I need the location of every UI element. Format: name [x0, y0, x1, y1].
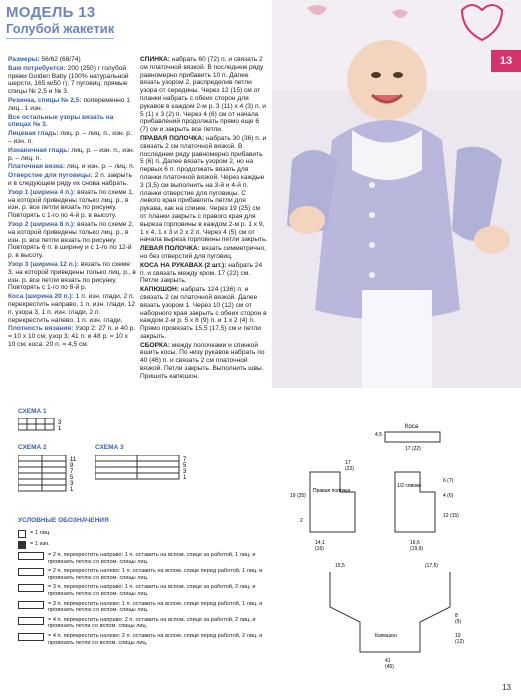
legend-symbol-icon	[18, 541, 26, 549]
legend-item	[18, 530, 268, 538]
instruction-paragraph	[8, 147, 136, 163]
instruction-heading: ПРАВАЯ ПОЛОЧКА:	[140, 134, 205, 142]
dim-9: (9)	[455, 619, 462, 625]
instruction-heading: Изнаночная гладь:	[8, 146, 70, 154]
model-number-badge: 13	[491, 50, 521, 72]
dim-45: (45)	[385, 664, 394, 670]
dim-16-6: 16,6	[410, 540, 420, 546]
instruction-text: 200 (250) г голубой пряжи Golden Baby (100% натуральной шерсти, 165 м/50 г); 7 пуговиц; прямые спицы № 2,5 и № 3.	[8, 64, 129, 96]
baby-illustration	[272, 0, 521, 388]
schema-2-title: СХЕМА 2	[18, 444, 47, 451]
instruction-heading: Узор 1 (ширина 4 п.):	[8, 188, 76, 196]
instruction-text: вязать по схеме 1, на которой приведены только лиц. р., в изн. р. все петли вязать по рисунку. Повторять с 1-го по 4-й р. в высоту.	[8, 188, 134, 220]
legend-symbol-icon	[18, 633, 44, 641]
dim-2: 2	[300, 518, 303, 524]
instruction-heading: СБОРКА:	[140, 341, 171, 349]
instruction-heading: Платочная вязка:	[8, 163, 66, 171]
schema-2-grid	[18, 455, 98, 497]
instruction-paragraph	[8, 325, 136, 348]
legend-text: = 3 п. перекрестить налево: 1 п. оставить на вспом. спице перед работой, 1 лиц. и провязать петлю со вспом. спицы лиц.	[48, 600, 263, 614]
instruction-text: лиц. р. – лиц. п., изн. р. – изн. п.	[8, 130, 132, 145]
instruction-paragraph	[8, 172, 136, 188]
schema-2-row-label: 1	[70, 487, 74, 493]
legend-list	[18, 530, 268, 649]
instruction-text: набрать 60 (72) п. и связать 2 см платочной вязкой. В последнем ряду равномерно прибавить 10 п. Далее вязать узором 2, распределив петли узора от середины. Через 12 (15) см от планки набрать с обеих сторон для рукавов в каждом 2-м р. 3 (11) х 4 (3) п. и 5 (1) х 3 (2) п. Через 4 (6) см от начала прибавлений продолжать прямо еще 6 (7) см и закрыть все петли.	[140, 56, 266, 134]
schema-1-row-label: 1	[58, 426, 62, 432]
instruction-text: 2 п. закрыть и в следующем ряду их снова набрать.	[8, 172, 132, 187]
instruction-paragraph	[8, 261, 136, 292]
schema-1-row-label: 3	[58, 420, 62, 426]
instruction-heading: Плотность вязания:	[8, 325, 74, 333]
instruction-paragraph	[8, 221, 136, 260]
instruction-text: вязать по схеме 2, на которой приведены только лиц. р., в изн. р. все петли вязать по рисунку. Повторять 6 п. в ширину и с 1-го по 12-й р. в высоту.	[8, 220, 134, 260]
dim-15-5: 15,5	[335, 563, 345, 569]
instruction-paragraph	[8, 130, 136, 146]
title-block	[6, 4, 114, 39]
instruction-text: 1 п. изн. глади, 2 п. перекрестить направо, 1 п. изн. глади, 12 п. узора 3, 1 п. изн. глади, 2 п. перекрестить налево, 1 п. изн. глади.	[8, 293, 136, 324]
dim-6-7: 6 (7)	[443, 478, 454, 484]
dim-22: (22)	[345, 466, 354, 472]
legend-symbol-icon	[18, 601, 44, 609]
instruction-paragraph	[8, 56, 136, 64]
legend-item	[18, 568, 268, 581]
instruction-heading: ЛЕВАЯ ПОЛОЧКА:	[140, 245, 200, 253]
legend-item	[18, 541, 268, 549]
legend-text: = 2 п. перекрестить направо: 1 п. оставить на вспом. спице за работой, 1 лиц. и провязать петлю со вспом. спицы лиц.	[48, 552, 256, 565]
instruction-text: набрать 124 (136) п. и связать 2 см платочной вязкой. Далее вязать узором 1. Через 10 (12) см от наборного края закрыть с обеих сторон в каждом 2-м р. 5 х 8 (9) п. и 1 х 2 (4) п. Прямо провязать 15,5 (17,5) см и петли закрыть.	[140, 286, 267, 340]
dim-8: 8	[455, 613, 458, 619]
schema-2-row-label: 11	[70, 457, 77, 463]
instruction-paragraph	[8, 189, 136, 220]
instruction-heading: Все остальные узоры вязать на спицах № 3.	[8, 113, 114, 129]
instruction-heading: Лицевая гладь:	[8, 130, 59, 138]
legend-item	[18, 617, 268, 630]
instruction-text: набрать 30 (36) п. и связать 2 см платочной вязкой. В последнем ряду равномерно прибавить 5 (6) п. Далее вязать узором 2, но на первых 6 п. продолжать вязать для планки платочной вязкой. Через каждые 3 (3,5) см выполнить на 3-й и 4-й п. планки отверстие для пуговицы. С левого края прибавлять петли для рукава, как на спинке. Через 19 (25) см от планки закрыть с правого края для выреза горловины в каждом 2-м р. 1 х 9, 1 х 4, 1 х 3 и 2 х 2 п. Через 4 (5) см от начала выреза горловины петли закрыть.	[140, 134, 268, 244]
legend-text: = 1 лиц.	[30, 530, 51, 536]
kosa-label: Коса	[405, 424, 419, 430]
instruction-paragraph	[140, 245, 268, 261]
legend-item	[18, 601, 268, 614]
instruction-heading: Отверстие для пуговицы:	[8, 172, 93, 180]
page-number: 13	[502, 683, 511, 692]
half-back-label: 1/2 спинки	[397, 483, 422, 489]
schema-2-row-label: 3	[70, 481, 74, 487]
legend-text: = 2 п. перекрестить налево: 1 п. оставить на вспом. спице перед работой, 1 лиц. и провязать петлю со вспом. спицы лиц.	[48, 568, 263, 581]
instruction-text: набрать 24 п. и связать между кром. 17 (22) см. Петли закрыть.	[140, 261, 263, 285]
dim-14-1: 14,1	[315, 540, 325, 546]
instruction-heading: КОСА НА РУКАВАХ (2 шт.):	[140, 261, 227, 269]
dim-17-5: (17,5)	[425, 563, 439, 569]
dim-17: 17	[345, 460, 351, 466]
instruction-heading: Узор 3 (ширина 12 п.):	[8, 260, 79, 268]
schema-2-row-label: 5	[70, 475, 74, 481]
schema-1-grid	[18, 418, 78, 432]
instruction-heading: Резинка, спицы № 2,5:	[8, 96, 82, 104]
instruction-paragraph	[8, 65, 136, 96]
instruction-paragraph	[140, 286, 268, 341]
dim-19-25: 19 (25)	[290, 493, 306, 499]
instruction-heading: Вам потребуется:	[8, 64, 66, 72]
instructions-column-1	[8, 56, 136, 350]
dim-16: (16)	[315, 546, 324, 552]
instruction-text: между полочками и спинкой вшить косы. По низу рукавов набрать по 40 (46) п. и связать 2 см платочной вязкой. Петли закрыть. Выполнить швы. Пришить капюшон.	[140, 341, 265, 380]
hood-label: Капюшон	[375, 633, 397, 639]
model-title: МОДЕЛЬ 13	[6, 4, 96, 21]
instruction-heading: Узор 2 (ширина 8 п.):	[8, 220, 76, 228]
kosa-width-label: 4,5	[375, 432, 382, 438]
legend-text: = 3 п. перекрестить направо: 1 п. оставить на вспом. спице за работой, 2 лиц. и провязать петлю со вспом. спицы лиц.	[48, 584, 256, 597]
instruction-paragraph	[8, 97, 136, 113]
schema-2-row-label: 7	[70, 469, 74, 475]
schema-2-row-label: 9	[70, 463, 74, 469]
legend-item	[18, 552, 268, 565]
legend-item	[18, 584, 268, 597]
legend-text: = 4 п. перекрестить направо: 2 п. оставить на вспом. спице за работой, 2 лиц. и провязать петли со вспом. спицы лиц.	[48, 616, 256, 630]
baby-photo	[272, 0, 521, 388]
legend-symbol-icon	[18, 568, 44, 576]
pattern-schematic	[285, 422, 485, 672]
instructions-column-2	[140, 56, 268, 382]
dim-12: (12)	[455, 639, 464, 645]
schema-1-title: СХЕМА 1	[18, 408, 47, 415]
legend-text: = 1 изн.	[30, 541, 50, 547]
dim-19-9: (19,9)	[410, 546, 424, 552]
instruction-paragraph	[8, 293, 136, 324]
instruction-paragraph	[140, 135, 268, 244]
legend-symbol-icon	[18, 584, 44, 592]
legend-text: = 4 п. перекрестить налево: 2 п. оставить на вспом. спице перед работой, 2 лиц. и провязать петли со вспом. спицы лиц.	[48, 632, 263, 646]
instruction-paragraph	[140, 342, 268, 381]
schema-3-row-label: 7	[183, 457, 187, 463]
instruction-text: лиц. р. – изн. п., изн. р. – лиц. п.	[8, 146, 135, 162]
legend-symbol-icon	[18, 552, 44, 560]
instruction-text: вязать симметрично, но без отверстий для пуговиц.	[140, 245, 266, 260]
model-subtitle: Голубой жакетик	[6, 21, 114, 39]
instruction-text: попеременно 1 лиц., 1 изн.	[8, 96, 130, 112]
kosa-length-label: 17 (22)	[405, 446, 421, 452]
dim-10: 10	[455, 633, 461, 639]
instruction-text: вязать по схеме 3, на которой приведены только лиц. р., в изн. р. все петли вязать по рисунку. Повторять с 1-го по 8-й р.	[8, 260, 136, 292]
instruction-heading: КАПЮШОН:	[140, 286, 179, 294]
instruction-text: Узор 2: 27 п. и 40 р. = 10 х 10 см; узор 3: 41 п. и 48 р. = 10 х 10 см; коса: 20 п. = 4,5 см.	[8, 325, 136, 348]
schema-3-title: СХЕМА 3	[95, 444, 124, 451]
legend-symbol-icon	[18, 617, 44, 625]
legend-symbol-icon	[18, 530, 26, 538]
instruction-text: лиц. и изн. р. – лиц. п.	[66, 163, 135, 171]
dim-12-15: 12 (15)	[443, 513, 459, 519]
legend-item	[18, 633, 268, 646]
right-front-label: Правая полочка	[313, 488, 351, 494]
dim-41: 41	[385, 658, 391, 664]
instruction-paragraph	[8, 163, 136, 171]
instruction-paragraph	[140, 262, 268, 285]
instruction-text: 56/62 (68/74)	[41, 56, 81, 63]
instruction-paragraph	[140, 56, 268, 134]
instruction-heading: Коса (ширина 20 п.):	[8, 293, 74, 301]
schema-3-row-label: 5	[183, 463, 187, 469]
schema-3-grid	[95, 455, 205, 485]
instruction-paragraph	[8, 114, 136, 130]
instruction-heading: Размеры:	[8, 56, 40, 63]
dim-4-6: 4 (6)	[443, 493, 454, 499]
schema-3-row-label: 3	[183, 469, 187, 475]
legend-title: УСЛОВНЫЕ ОБОЗНАЧЕНИЯ	[18, 517, 109, 524]
schema-3-row-label: 1	[183, 475, 187, 481]
instruction-heading: СПИНКА:	[140, 56, 170, 63]
